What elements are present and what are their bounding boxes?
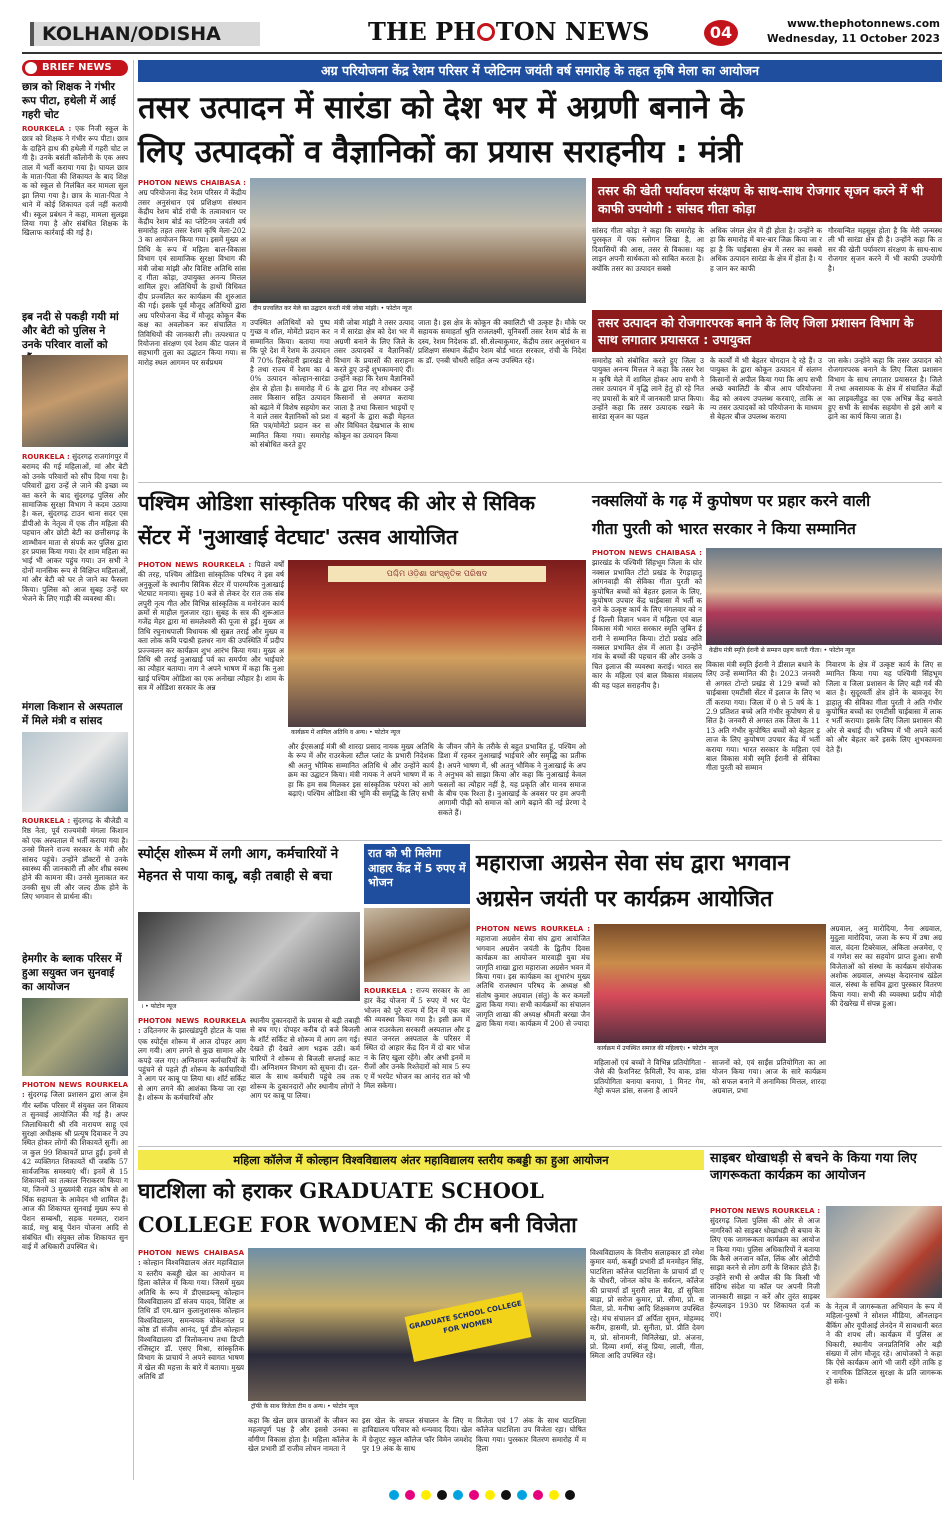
column-rule-left	[133, 60, 134, 1480]
issue-date: Wednesday, 11 October 2023	[767, 33, 940, 45]
agrasen-body-col1: PHOTON NEWS ROURKELA : महाराजा अग्रसेन सेवा संघ द्वारा आयोजित भगवान अग्रसेन जयंती के द्वितीय दिवस कार्यक्रम का आयोजन मारवाड़ी युवा मंच जागृति शाखा द्वारा महाराजा अग्रसेन भवन में किया गया। इस कार्यक्रम का शुभारंभ मुख्य अतिथि राजस्थान परिषद के अध्यक्ष श्री संतोष कुमार अग्रवाल (संतु) के कर कमलों द्वारा किया गया। सभी कार्यक्रमों का संचालन जागृति शाखा की अध्यक्ष श्रीमती बरखा जैन द्वारा किया गया। कार्यक्रम में 200 से ज्यादा	[476, 925, 590, 1029]
fire-body-col2: स्थानीय दुकानदारों के प्रयास से बड़ी तबाही से बच गए। दोपहर करीब दो बजे बिजली के शॉर्ट सर्किट से शोरूम में आग लग गई। देखते ही देखते आग भड़क उठी। कर्मचारियों ने शोरूम से बिजली सप्लाई काट दी। अग्निशमन विभाग को सूचना दी। दल-बाल के साथ कर्मचारी पहुंचे तब तक शोरूम के दुकानदारों और स्थानीय लोगों ने आग पर काबू पा लिया।	[250, 1016, 360, 1101]
kabaddi-photo-caption: ट्रॉफी के साथ विजेता टीम व अन्य। • फोटोन न्यूज	[248, 1401, 586, 1412]
brief-1-title: छात्र को शिक्षक ने गंभीर रूप पीटा, हथेली में आई गहरी चोट	[22, 81, 116, 121]
lead-body-col2: उपस्थित अतिथियों को पुष्प गुच्छ व शॉल, मोमेंटो प्रदान कर सम्मानित किया। बताया गया कि पूरे देश में रेशम के उत्पादन में 70% हिस्सेदारी झारखंड से है तथा राज्य में रेशम का 40% उत्पादन कोल्हान-सारंडा क्षेत्र से होता है। समारोह में 6 तसर किसान सहित उत्पादन को बढ़ाने में विशेष सहयोग करने वाले तसर वैज्ञानिकों को प्रशस्ति पत्र/मोमेंटो प्रदान कर सम्मानित किया गया। समारोह को संबोधित करते हुए	[250, 318, 330, 450]
nutrition-photo-caption: केंद्रीय मंत्री स्मृति ईरानी से सम्मान ग्रहण करती गीता। • फोटोन न्यूज	[706, 645, 942, 656]
agrasen-body-col2: महिलाओं एवं बच्चों ने विभिन्न प्रतियोगिता - जैसे की फ़ैशनिस्ट फ़ैमिली, रैंप वाक, डांस प्रतियोगिता बनाया बनाया, 1 मिनट गेम, गेट्टो कपल डांस, सजना है आपने	[594, 1058, 706, 1096]
page-number: 04	[704, 20, 738, 46]
photon-logo-icon	[477, 23, 495, 41]
brief-1-body: ROURKELA : एक निजी स्कूल के छात्र को शिक्षक ने गंभीर रूप पीटा। छात्र के दाहिने हाथ की हथेली में गहरी चोट लगी है। उनके बसंती कॉलोनी के एक अस्पताल में भर्ती कराया गया है। घायल छात्र के माता-पिता की शिकायत के बाद शिक्षक को स्कूल से निलंबित कर मामला सुलझा लिया गया है। छात्र के माता-पिता ने थाने में कोई शिकायत दर्ज नहीं करायी थी। स्कूल प्रबंधन ने कहा, मामला सुलझा लिया गया है और संबंधित शिक्षक के खिलाफ कार्रवाई की गई है।	[22, 124, 128, 238]
cyber-body-col1: PHOTON NEWS ROURKELA : सुंदरगढ़ जिला पुलिस की ओर से आज नागरिकों को साइबर धोखाधड़ी से बचाव के लिए एक जागरूकता कार्यक्रम का आयोजन किया गया। पुलिस अधिकारियों ने बताया कि कैसे अनजान कॉल, लिंक और ओटीपी साझा करने से लोग ठगी के शिकार होते हैं। उन्होंने सभी से अपील की कि किसी भी संदिग्ध संदेश या कॉल पर अपनी निजी जानकारी साझा न करें और तुरंत साइबर हेल्पलाइन 1930 पर शिकायत दर्ज कराएं।	[710, 1207, 820, 1320]
cyber-body-col2: के नेतृत्व में जागरूकता अभियान के रूप में महिला-पुरुषों ने सोशल मीडिया, ऑनलाइन बैंकिंग और यूपीआई लेनदेन में सावधानी बरतने की शपथ ली। कार्यक्रम में पुलिस अधिकारी, स्थानीय जनप्रतिनिधि और बड़ी संख्या में लोग मौजूद रहे। आयोजकों ने कहा कि ऐसे कार्यक्रम आगे भी जारी रहेंगे ताकि हर नागरिक डिजिटल सुरक्षा के प्रति जागरूक हो सके।	[826, 1302, 942, 1387]
section-rule-3	[138, 1146, 942, 1147]
kabaddi-body-col1: PHOTON NEWS CHAIBASA : कोल्हान विश्वविद्यालय अंतर महाविद्यालय स्तरीय कबड्डी खेल का आयोजन महिला कॉलेज में किया गया। जिसमें मुख्य अतिथि के रूप में डीएसडब्ल्यू कोल्हान विश्वविद्यालय डॉ संजय यादव, विशिष्ट अतिथि डॉ एम.खान कुलानुशासक कोल्हान विश्वविद्यालय, समन्वयक वोकेशनल प्रकोष्ठ डॉ संजीव आनंद, पूर्व डीन कोल्हान विश्वविद्यालय डॉ त्रिलोकनाथ तथा डिप्टी रजिस्ट्रार डॉ. एसए मिश्रा, सांस्कृतिक विभाग के प्राचार्य ने अपने स्वागत भाषण में खेल की महत्ता के बारे में बताया। मुख्य अतिथि डॉ	[138, 1249, 244, 1382]
cyber-photo	[826, 1206, 942, 1298]
nuakhai-photo	[288, 560, 586, 738]
kabaddi-photo	[248, 1248, 586, 1412]
title-left: THE PH	[368, 17, 476, 46]
dc-body-col2: के कार्यों में भी बेहतर योगदान दे रहे हैं। उपायुक्त के द्वारा कोकून उत्पादन में संलग्न किसानों से अपील किया गया कि आप सभी अच्छे क्वालिटी के बीज आप परियोजना केंद्र को अवश्य उपलब्ध करवाएं, ताकि अन्य तसर उत्पादकों को परियोजना के माध्यम से बेहतर बीज उपलब्ध कराया	[710, 356, 822, 422]
lead-body-col1: PHOTON NEWS CHAIBASA : अग्र परियोजना केंद्र रेशम परिसर में केंद्रीय तसर अनुसंधान एवं प्रशिक्षण संस्थान केंद्रीय रेशम बोर्ड रांची के तत्वावधान पर केंद्रीय रेशम बोर्ड का प्लेटिनम जयंती वर्ष समारोह तहत तसर रेशम कृषि मेला-2023 का आयोजन किया गया। इसमें मुख्य अतिथि के रूप में महिला बाल-विकास विभाग एवं सामाजिक सुरक्षा विभाग की मंत्री जोबा मांझी और विशिष्ट अतिथि सांसद गीता कोड़ा, उपायुक्त अनन्य मित्तल शामिल हुए। अतिथियों के हाथों विधिवत दीप प्रज्वलित कर कार्यक्रम की शुरुआत की गई। इसके पूर्व मौजूद अतिथियों द्वारा अग्र परियोजना केंद्र में मौजूद कोकून बैंक कक्ष का अवलोकन कर संचालित गतिविधियों की जानकारी ली। तत्पश्चात परियोजना संरक्षण एवं रेशम कीट पालन में सहभागी तुला का उद्घाटन किया गया। समारोह स्थल आगमन पर सर्वप्रथम	[138, 179, 246, 367]
nuakhai-headline-2: सेंटर में 'नुआखाई वेटघाट' उत्सव आयोजित	[138, 525, 458, 549]
kabaddi-body-col3: इस खेल के सफल संचालन के लिए महाविद्यालय परिवार को धन्यवाद दिया। खेल में ग्रेजुएट स्कूल कॉलेज फॉर विमेन जमशेदपुर 19 अंक के साथ	[362, 1416, 472, 1454]
registration-dot	[421, 1490, 431, 1500]
lead-headline-2: लिए उत्पादकों व वैज्ञानिकों का प्रयास सराहनीय : मंत्री	[138, 134, 743, 170]
brief-3-title: मंगला किशान से अस्पताल में मिले मंत्री व सांसद	[22, 701, 123, 727]
brief-news-label	[22, 60, 128, 76]
cyber-headline: साइबर धोखाधड़ी से बचने के किया गया लिए जागरूकता कार्यक्रम का आयोजन	[710, 1151, 917, 1183]
lead-photo	[250, 178, 586, 314]
agrasen-body-col3: साजनों को, एवं साईंस प्रतियोगिता का आयोजन किया गया। आज के सारे कार्यक्रम को सफल बनाने में अनामिका मित्तल, शारदा अग्रवाल, प्रभा	[712, 1058, 826, 1096]
brief-2-title: इब नदी से पकड़ी गयी मां और बेटी को पुलिस ने उनके परिवार वालों को	[22, 311, 119, 351]
nuakhai-body-col3: के जीवन जीने के तरीके से बहुत प्रभावित हूं, पश्चिम ओडिशा में रहकर नुआखाई भाईचारे और समृद्धि का प्रतीक है। अपने भाषण में, श्री अतनु भौमिक ने नुआखाई के अपने अनुभव को साझा किया और कहा कि नुआखाई केवल फसलों का त्यौहार नहीं है, यह प्रकृति और मानव समाज के बीच एक रिश्ता है। नुआखाई के अवसर पर हम अपनी आगामी पीढ़ी को समाज को आगे बढ़ाने की नई प्रेरणा दे सकते हैं।	[438, 742, 586, 817]
kabaddi-headline-1: घाटशिला को हराकर GRADUATE SCHOOL	[138, 1178, 544, 1203]
mp-body-col2: अधिक जंगल क्षेत्र में ही होता है। उन्होंने कहा कि समारोह में बार-बार जिक्र किया जा रहा है कि चाईबासा क्षेत्र में तसर का सबसे अधिक उत्पादन सारंडा के क्षेत्र में होता है। यह जान कर काफी	[710, 226, 822, 273]
agrasen-headline-1: महाराजा अग्रसेन सेवा संघ द्वारा भगवान	[476, 851, 790, 876]
kabaddi-body-col4: विजेता एवं 17 अंक के साथ घाटशिला कॉलेज घाटशिला उप विजेता रहा। घोषित किया गया। पुरस्कार वितरण समारोह में महिला	[476, 1416, 586, 1454]
registration-dot	[389, 1490, 399, 1500]
mp-body-col1: सांसद गीता कोड़ा ने कहा कि समारोह के पुरस्कृत में एक स्लोगन लिखा है, आदिवासियों की आस, तसर से विकास। यह लाइन अपनी सार्थकता को साबित करता है। क्योंकि तसर का उत्पादन सबसे	[592, 226, 704, 273]
brief-4-body: PHOTON NEWS ROURKELA : सुंदरगढ़ जिला प्रशासन द्वारा आज हेमगीर ब्लॉक परिसर में संयुक्त जन शिकायत सुनवाई आयोजित की गई है। अपर जिलाधिकारी श्री रवि नारायण साहू एवं सुरक्षा अधीक्षक श्री प्रत्यूष दिवाकर ने उपस्थित होकर लोगों की शिकायतें सुनीं। आज कुल 99 शिकायतें प्राप्त हुईं। इनमें से 42 व्यक्तिगत शिकायतें थीं जबकि 57 सार्वजनिक समस्याएं थीं। इनमें से 15 शिकायतों का तत्काल निराकरण किया गया, जिनमें 3 मुख्यमंत्री राहत कोष से आर्थिक सहायता के आवेदन भी शामिल हैं। आज की शिकायत सुनवाई मुख्य रूप से पेंशन सम्बन्धी, सड़क मरम्मत, राशन कार्ड, मधु बाबू पेंशन योजना आदि से संबंधित थीं। संयुक्त लोक शिकायत सुनवाई में अधिकारी उपस्थित थे।	[22, 1081, 128, 1251]
title-right: TON NEWS	[495, 17, 650, 46]
kabaddi-headline-2: COLLEGE FOR WOMEN की टीम बनी विजेता	[138, 1212, 577, 1237]
nutrition-headline-2: गीता पुरती को भारत सरकार ने किया सम्मानित	[592, 520, 856, 538]
fire-body-col1: PHOTON NEWS ROURKELA : उदितनगर के झारखंडपुरी होटल के पास एक स्पोर्ट्स शोरूम में आज दोपहर आग लग गयी। आग लगने से कुछ सामान और कपड़े जल गए। अग्निशमन कर्मचारियों के पहुंचने से पहले ही शोरूम के कर्मचारियों ने आग पर काबू पा लिया था। शॉर्ट सर्किट से आग लगने की आशंका किया जा रहा है। शोरूम के कर्मचारियों और	[138, 1017, 246, 1103]
agrasen-body-col4: अग्रवाल, अनु मारोदिया, नैना अग्रवाल, मुदुला मारोदिया, जजा के रूप में उषा अग्रवाल, वंदना टिबरेवाल, अंकिता अजमेरा, एवं गणेश सर का सहयोग प्राप्त हुआ। सभी विजेताओं को संस्था के कार्यक्रम संयोजक अशोक अग्रवाल, अध्यक्ष केदारनाथ खंडेलवाल, संस्था के सचिव द्वारा पुरस्कार वितरण किया गया। सभी की व्यवस्था प्रदीप मोदी की देखरेख में संपन्न हुआ।	[830, 924, 942, 1009]
dc-headline: तसर उत्पादन को रोजगारपरक बनाने के लिए जिला प्रशासन विभाग के साथ लगातार प्रयासरत : उपायुक्त	[592, 310, 942, 352]
food-headline: रात को भी मिलेगा आहार केंद्र में 5 रुपए में भोजन	[364, 844, 470, 904]
lead-headline-1: तसर उत्पादन में सारंडा को देश भर में अग्रणी बनाने के	[138, 90, 744, 126]
section-rule-2	[138, 840, 942, 841]
mp-body-col3: गौरवान्वित महसूस होता है कि मेरी जन्मस्थली भी सारंडा क्षेत्र ही है। उन्होंने कहा कि तसर की खेती पर्यावरण संरक्षण के साथ-साथ रोजगार सृजन करने में भी काफी उपयोगी है।	[828, 226, 942, 273]
agrasen-photo-caption: कार्यक्रम में उपस्थित समाज की महिलाएं। • फोटोन न्यूज	[594, 1043, 826, 1054]
lead-body-col3: मंत्री जोबा मांझी ने तसर उत्पादन में सारंडा क्षेत्र को देश भर में अग्रणी बनाने के लिए जिले के तसर उत्पादकों व वैज्ञानिकों/विभाग के प्रयासों की सराहना करते हुए उन्हें शुभकामनाएं दीं। उन्होंने कहा कि रेशम वैज्ञानिकों के द्वारा नित नए शोधकर उन्हें किसानों से अवगत कराया जाता है तथा किसान भाइयों एवं बहनों के द्वारा कड़ी मेहनत और विधिवत देखभाल के साथ कोकून का उत्पादन किया	[334, 318, 414, 440]
dc-body-col1: समारोह को संबोधित करते हुए जिला उपायुक्त अनन्य मित्तल ने कहा कि तसर रेशम कृषि मेले में शामिल होकर आप सभी ने तसर उत्पादन में वृद्धि लाने हेतु हो रहे नित नए प्रयासों के बारे में जानकारी प्राप्त किया। उन्होंने कहा कि तसर उत्पादक रखने के सारंडा सृजन का पहल	[592, 356, 704, 422]
lead-body-col4: जाता है। इस क्षेत्र के कोकून की क्वालिटी भी उत्कृष्ट है। मौके पर सहायक समाहर्ता श्रुति राजलक्ष्मी, यूनिवर्सी तसर रेशम बोर्ड के सदस्य, रेशम निदेशक डॉ. सी.सेल्वाकुमार, केंद्रीय तसर अनुसंधान व प्रशिक्षण संस्थान केंद्रीय रेशम बोर्ड भारत सरकार, रांची के निदेशक डॉ. एनबी चौधरी सहित अन्य उपस्थित रहे।	[418, 318, 586, 365]
masthead	[0, 0, 945, 56]
agrasen-photo	[594, 924, 826, 1054]
registration-dot	[485, 1490, 495, 1500]
nuakhai-body-col1: PHOTON NEWS ROURKELA : पिछले वर्षों की तरह, पश्चिम ओडिशा सांस्कृतिक परिषद ने इस वर्ष अनुकूलों के स्थानीय सिविक सेंटर में पारम्परिक नुआखाई भेटघाट मनाया। सुबह 10 बजे से लेकर देर रात तक संबलपुरी नृत्य गीत और विभिन्न सांस्कृतिक व मनोरंजन कार्यक्रमों से माहौल गुलजार रहा। सुबह के सत्र की शुरूआत गजेंद्र मेहर द्वारा मां समलेश्वरी की पूजा से हुई। मुख्य अतिथि रघुनाथपाली विधायक श्री सुब्रत तराई और मुख्य वक्ता लोक कवि पद्मश्री हलधर नाग की उपस्थिति में प्रदीप प्रज्ज्वलन कर कार्यक्रम शुभ आरंभ किया गया। मुख्य अतिथि श्री तराई नुआखाई पर्व का समर्पण और भाईचारे का त्यौहार बताया। नाग ने अपने भाषण में कहा कि नुआखाई पश्चिम ओडिशा का एक अनोखा त्यौहार है। शाम के सत्र में ओडिशा सरकार के अन्न	[138, 560, 284, 693]
registration-dot	[453, 1490, 463, 1500]
registration-dot	[501, 1490, 511, 1500]
agrasen-headline-2: अग्रसेन जयंती पर कार्यक्रम आयोजित	[476, 887, 773, 912]
brief-4-title: हेमगीर के ब्लाक परिसर में हुआ सयुक्त जन सुनवाई का आयोजन	[22, 953, 122, 993]
food-body: ROURKELA : राज्य सरकार के आहार केंद्र योजना में 5 रुपए में भर पेट भोजन को पूरे राज्य में दिन में एक बार की व्यवस्था किया गया है। इसी क्रम में आज राउरकेला सरकारी अस्पताल और इस्पात जनरल अस्पताल के परिसर में स्थित दो आहार केंद्र दिन में दो बार भोजन के लिए खुला रहेंगे। और अभी इनमें मरीजों और उनके रिश्तेदारों को मात्र 5 रुपए में भरपेट भोजन का आनंद रात को भी मिल सकेगा।	[364, 986, 470, 1091]
registration-dot	[469, 1490, 479, 1500]
fire-photo-caption: । • फोटोन न्यूज	[138, 1001, 360, 1012]
registration-dot	[533, 1490, 543, 1500]
nutrition-body-col1: PHOTON NEWS CHAIBASA : झारखंड के पश्चिमी सिंहभूम जिला के घोर नक्सल प्रभावित टोंटो प्रखंड के रेंगड़ाहातु आंगनवाड़ी की सेविका गीता पुरती को कुपोषित बच्चों को बेहतर इलाज के लिए, कुपोषण उपचार केंद्र चाईबासा में भर्ती कराने के उत्कृष्ट कार्य के लिए मंगलवार को नई दिल्ली विज्ञान भवन में महिला एवं बाल विकास मंत्री भारत सरकार स्मृति जुबिन ईरानी ने सम्मानित किया। टोटो प्रखंड अति नक्सल प्रभावित क्षेत्र में आता है। उन्होंने गांव के बच्चों की पहचान की और उनके उचित इलाज की व्यवस्था कराई। भारत सरकार के महिला एवं बाल विकास मंत्रालय की यह पहल सराहनीय है।	[592, 549, 702, 690]
newspaper-title	[368, 16, 650, 48]
dc-body-col3: जा सके। उन्होंने कहा कि तसर उत्पादन को रोजगारपरक बनाने के लिए जिला प्रशासन विभाग के साथ लगातार प्रयासरत है। जिले में तथा अवसायक के क्षेत्र में संचालित केंद्रों का लाइवलीहुड का एक अभिन्न केंद्र बनाते हुए सभी के सार्थक सहयोग से इसे आगे बढ़ाने का कार्य किया जाता है।	[828, 356, 942, 422]
mp-headline: तसर की खेती पर्यावरण संरक्षण के साथ-साथ रोजगार सृजन करने में भी काफी उपयोगी : सांसद गीता कोड़ा	[592, 178, 942, 222]
section-rule-1	[138, 482, 942, 483]
lead-photo-caption: दीप प्रज्वलित कर मेले का उद्घाटन करती मंत्री जोबा मांझी। • फोटोन न्यूज	[250, 303, 586, 314]
lead-kicker: अग्र परियोजना केंद्र रेशम परिसर में प्लेटिनम जयंती वर्ष समारोह के तहत कृषि मेला का आयोजन	[138, 60, 942, 82]
color-registration-bar	[22, 1488, 942, 1502]
region-label: KOLHAN/ODISHA	[30, 22, 260, 46]
fire-photo	[138, 912, 360, 1012]
registration-dot	[405, 1490, 415, 1500]
registration-dot	[517, 1490, 527, 1500]
brief-icon	[25, 62, 37, 74]
nutrition-headline-1: नक्सलियों के गढ़ में कुपोषण पर प्रहार करने वाली	[592, 492, 871, 510]
nuakhai-stage-banner: ପଶ୍ଚିମ ଓଡ଼ିଶା ସାଂସ୍କୃତିକ ପରିଷଦ	[328, 566, 546, 582]
kabaddi-body-col2: कहा कि खेल छात्र छात्राओं के जीवन का महत्वपूर्ण पक्ष है और इससे उनका सर्वांगीण विकास होता है। महिला कॉलेज के खेल प्रभारी डॉ राजीव लोचन नामता ने	[248, 1416, 358, 1454]
kabaddi-college-banner: GRADUATE SCHOOL COLLEGE FOR WOMEN	[405, 1292, 532, 1362]
brief-3-photo	[22, 732, 128, 812]
brief-news-column	[22, 60, 130, 1480]
nuakhai-photo-caption: कार्यक्रम में शामिल अतिथि व अन्य। • फोटोन न्यूज	[288, 727, 586, 738]
brief-2-body: ROURKELA : सुंदरगढ़ राजगांगपुर में बरामद की गई महिलाओं, मां और बेटी को उनके परिवारों को सौंप दिया गया है। परिवारों द्वारा उन्हें ले जाने की इच्छा व्यक्त करने के बाद सुंदरगढ़ पुलिस और सामाजिक सुरक्षा विभाग ने कदम उठाया है। कल, सुंदरगढ़ टाउन थाना सदर एसडीपीओ के नेतृत्व में एक तीन महिला की पहचान और छोटी बेटी का छत्तीसगढ़ के शाम्भीवन माता से संपर्क कर पुलिस द्वारा हर प्रयास किया गया। देर शाम महिला का भाई भी आकर पहुंच गया। उन सभी ने दोनों मानसिक रूप से विक्षिप्त महिलाओं, मां और बेटी को घर ले जाने का फैसला किया। पुलिस को आज सुबह उन्हें घर भेजने के लिए गाड़ी की व्यवस्था की।	[22, 452, 128, 604]
nuakhai-headline-1: पश्चिम ओडिशा सांस्कृतिक परिषद की ओर से सिविक	[138, 491, 535, 515]
brief-label-text: BRIEF NEWS	[42, 62, 112, 73]
masthead-rule	[22, 52, 942, 54]
kabaddi-body-col5: विश्वविद्यालय के वित्तीय सलाहकार डॉ रमेश कुमार वर्मा, कबड्डी प्रभारी डॉ मनमोहन सिंह, घाटशिला कॉलेज घाटशिला के प्राचार्य डॉ एके चौधरी, जोनल कोच के सर्वरत्न, कॉलेज की प्राचार्या डॉ मुरारी लाल बैद्य, डॉ सुचिता बाड़ा, प्रो सरोज कुमार, प्रो. सीमा, प्रो. सविता, प्रो. मनीषा आदि शिक्षकगण उपस्थित रहे। मंच संचालन डॉ अर्पिता सुमन, मोहम्मद करीम, हासमी, प्रो. सुनीता, प्रो. प्रीति देवगम, प्रो. सोनामनी, मिनिलेखा, प्रो. अंजना, प्रो. दिव्या शर्मा, संजू प्रिया, लाली, गीता, स्मिता आदि उपस्थित रहे।	[590, 1248, 704, 1361]
brief-3-body: ROURKELA : सुंदरगढ़ के बीजेडी वरिष्ठ नेता, पूर्व राज्यमंत्री मंगला किशान को एक अस्पताल में भर्ती कराया गया है। उनसे मिलने राज्य सरकार के मंत्री और सांसद पहुंचे। उन्होंने डॉक्टरों से उनके स्वास्थ्य की जानकारी ली और शीघ्र स्वस्थ होने की कामना की। उनसे मुलाकात कर उनकी सुध ली और जल्द ठीक होने के लिए भगवान से प्रार्थना की।	[22, 816, 128, 902]
food-photo	[364, 908, 470, 982]
brief-2-photo	[22, 355, 128, 447]
brief-4-photo	[22, 998, 128, 1076]
registration-dot	[437, 1490, 447, 1500]
nuakhai-body-col2: और ईएसआई मंत्री श्री शारदा प्रसाद नायक मुख्य अतिथि के रूप में और राउरकेला स्टील प्लांट के प्रभारी निदेशक श्री अतनु भौमिक सम्मानित अतिथि थे और उन्होंने कार्यक्रम का उद्घाटन किया। मंत्री नायक ने अपने भाषण में कहा कि हम सब मिलकर इस सांस्कृतिक परंपरा को आगे बढ़ाएं। पश्चिम ओडिशा की भूमि की समृद्धि के लिए सभी	[288, 742, 434, 799]
fire-headline: स्पोर्ट्स शोरूम में लगी आग, कर्मचारियों ने मेहनत से पाया काबू, बड़ी तबाही से बचा	[138, 847, 339, 884]
nutrition-photo	[706, 548, 942, 656]
nutrition-body-col3: निवारण के क्षेत्र में उत्कृष्ट कार्य के लिए सम्मानित किया गया यह पश्चिमी सिंहभूम जिला व जिला प्रशासन के लिए बड़ी गर्व की बात है। सुदूरवर्ती क्षेत्र होने के बावजूद रेंगड़ाहातु की सेविका गीता पुरती ने अति गंभीर कुपोषित बच्चों का एमटीसी चाईबासा में लाकर भर्ती कराया। इसके लिए जिला प्रशासन की ओर से बधाई दी। भविष्य में भी अपने कार्य को और बेहतर करें इसके लिए शुभकामना देते हैं।	[826, 660, 942, 754]
registration-dot	[565, 1490, 575, 1500]
website-link[interactable]: www.thephotonnews.com	[787, 18, 940, 30]
kabaddi-kicker: महिला कॉलेज में कोल्हान विश्वविद्यालय अंतर महाविद्यालय स्तरीय कबड्डी का हुआ आयोजन	[138, 1150, 704, 1170]
nutrition-body-col2: विकास मंत्री स्मृति ईरानी ने डीसाल बधाने के लिए उन्हें सम्मानित की है। 2023 जनवरी से अगस्त टोन्टो प्रखंड से 129 बच्चों को चाईबासा एमटीसी सेंटर में इलाज के लिए भर्ती कराया गया। जिला में 0 से 5 वर्ष के 12.9 प्रतिशत बच्चे अति गंभीर कुपोषण से ग्रसित है। जनवरी से अगस्त तक जिला के 1113 अति गंभीर कुपोषित बच्चों को बेहतर इलाज के लिए कुपोषण उपचार केंद्र में भर्ती कराया गया। भारत सरकार के महिला एवं बाल विकास मंत्री स्मृति ईरानी से सेविका गीता पुरती को सम्मान	[706, 660, 820, 773]
registration-dot	[549, 1490, 559, 1500]
